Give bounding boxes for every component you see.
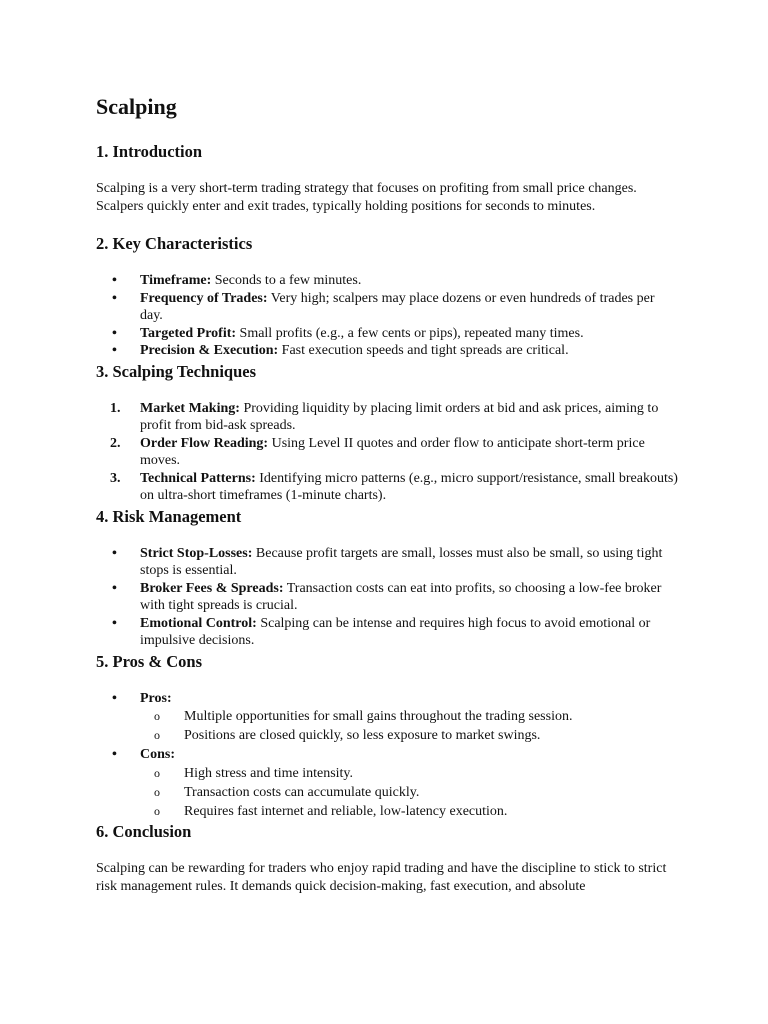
sub-bullet-marker: o — [154, 765, 160, 780]
list-item-cons: • Cons: o High stress and time intensity. o Transaction costs can accumulate quickly. o Requires fast internet and reliable, low-latency execution. — [96, 746, 680, 820]
bullet-marker: • — [112, 273, 117, 288]
list-item: • Broker Fees & Spreads: Transaction costs can eat into profits, so choosing a low-fee broker with tight spreads is crucial. — [112, 580, 662, 613]
key-characteristics-list — [96, 272, 680, 360]
pros-cons-list — [96, 690, 680, 821]
list-item: • Strict Stop-Losses: Because profit targets are small, losses must also be small, so using tight stops is essential. — [112, 545, 663, 578]
pros-sublist — [140, 708, 680, 745]
sub-list-item: o High stress and time intensity. — [154, 765, 354, 781]
sub-bullet-marker: o — [154, 709, 160, 723]
cons-sublist — [140, 765, 680, 821]
list-item: • Targeted Profit: Small profits (e.g., a few cents or pips), repeated many times. — [112, 325, 584, 341]
scalping-techniques-list — [96, 400, 680, 505]
list-item: • Precision & Execution: Fast execution speeds and tight spreads are critical. — [112, 343, 569, 358]
bullet-marker: • — [112, 615, 117, 631]
bullet-marker: • — [112, 290, 117, 306]
sub-bullet-marker: o — [154, 728, 160, 742]
section-heading-key-characteristics: 2. Key Characteristics — [96, 234, 253, 253]
list-item: • Emotional Control: Scalping can be intense and requires high focus to avoid emotional or impulsive decisions. — [112, 615, 651, 648]
bullet-marker: • — [112, 325, 117, 341]
bullet-marker: • — [112, 545, 117, 561]
list-item-pros: • Pros: o Multiple opportunities for small gains throughout the trading session. o Positions are closed quickly, so less exposure to market swings. — [96, 690, 680, 745]
list-item: 1. Market Making: Providing liquidity by placing limit orders at bid and ask prices, aiming to profit from bid-ask spreads. — [110, 400, 659, 433]
document-title: Scalping — [96, 94, 177, 119]
list-item: • Timeframe: Seconds to a few minutes. — [112, 273, 362, 288]
document-page — [96, 92, 680, 912]
conclusion-paragraph: Scalping can be rewarding for traders who enjoy rapid trading and have the discipline to stick to strict risk management rules. It demands quick decision-making, fast execution, and absolute — [96, 861, 667, 894]
section-heading-introduction: 1. Introduction — [96, 142, 203, 161]
section-heading-scalping-techniques: 3. Scalping Techniques — [96, 361, 257, 381]
sub-list-item: o Multiple opportunities for small gains throughout the trading session. — [154, 709, 573, 724]
section-heading-pros-cons: 5. Pros & Cons — [96, 651, 203, 671]
sub-list-item: o Transaction costs can accumulate quickly. — [154, 784, 420, 800]
number-marker: 2. — [110, 435, 121, 451]
bullet-marker: • — [112, 690, 117, 706]
list-item: • Frequency of Trades: Very high; scalpers may place dozens or even hundreds of trades per day. — [112, 290, 655, 323]
number-marker: 1. — [110, 400, 121, 416]
number-marker: 3. — [110, 470, 121, 486]
introduction-paragraph: Scalping is a very short-term trading strategy that focuses on profiting from small price changes. Scalpers quickly enter and exit trades, typically holding positions for seconds to minutes. — [96, 181, 637, 214]
bullet-marker: • — [112, 747, 117, 762]
risk-management-list — [96, 545, 680, 650]
sub-list-item: o Requires fast internet and reliable, low-latency execution. — [154, 803, 508, 819]
section-heading-risk-management: 4. Risk Management — [96, 506, 242, 526]
sub-list-item: o Positions are closed quickly, so less exposure to market swings. — [154, 728, 541, 743]
section-heading-conclusion: 6. Conclusion — [96, 822, 192, 841]
list-item: 3. Technical Patterns: Identifying micro patterns (e.g., micro support/resistance, small breakouts) on ultra-short timeframes (1-minute charts). — [110, 470, 678, 503]
sub-bullet-marker: o — [154, 784, 160, 799]
bullet-marker: • — [112, 343, 117, 358]
sub-bullet-marker: o — [154, 803, 160, 818]
list-item: 2. Order Flow Reading: Using Level II quotes and order flow to anticipate short-term price moves. — [110, 435, 645, 468]
bullet-marker: • — [112, 580, 117, 596]
